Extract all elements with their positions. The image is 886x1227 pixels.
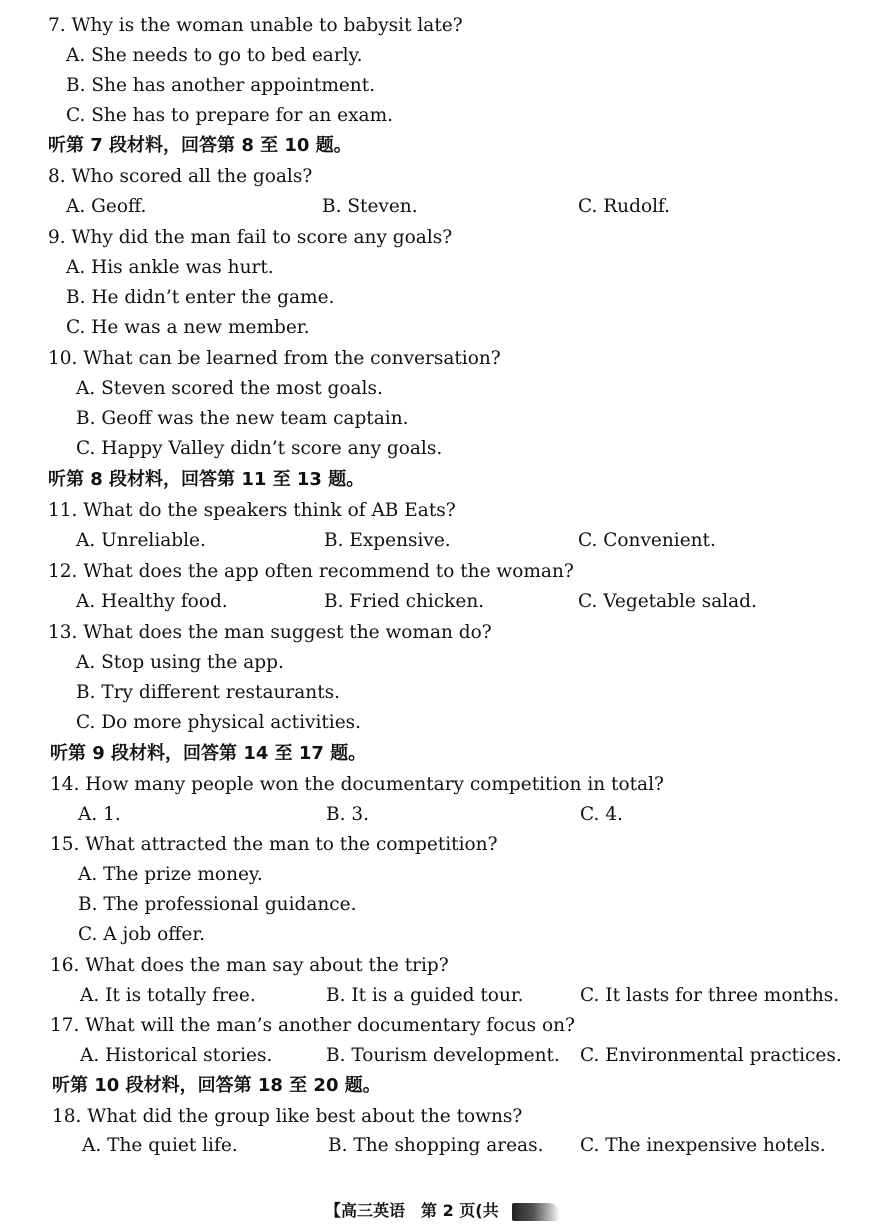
question-11: 11. What do the speakers think of AB Eats? (48, 500, 456, 521)
option-13a: A. Stop using the app. (76, 652, 284, 673)
options-row-18 (0, 1134, 886, 1158)
section-heading-7: 听第 7 段材料，回答第 8 至 10 题。 (48, 135, 352, 156)
option-16b: B. It is a guided tour. (326, 985, 524, 1006)
option-14b: B. 3. (326, 804, 370, 825)
question-14: 14. How many people won the documentary competition in total? (50, 774, 664, 795)
question-17: 17. What will the man’s another documentary focus on? (50, 1015, 575, 1036)
question-13: 13. What does the man suggest the woman do? (48, 622, 492, 643)
option-10a: A. Steven scored the most goals. (76, 378, 383, 399)
option-17a: A. Historical stories. (80, 1045, 273, 1066)
question-16: 16. What does the man say about the trip? (50, 955, 449, 976)
section-heading-8: 听第 8 段材料，回答第 11 至 13 题。 (48, 469, 365, 490)
options-row-14 (0, 803, 886, 827)
question-8: 8. Who scored all the goals? (48, 166, 313, 187)
options-row-8 (0, 195, 886, 219)
option-9c: C. He was a new member. (66, 317, 310, 338)
option-15c: C. A job offer. (78, 924, 206, 945)
option-16a: A. It is totally free. (80, 985, 256, 1006)
option-11b: B. Expensive. (324, 530, 451, 551)
question-18: 18. What did the group like best about the towns? (52, 1106, 523, 1127)
options-row-12 (0, 590, 886, 614)
option-10c: C. Happy Valley didn’t score any goals. (76, 438, 443, 459)
option-12a: A. Healthy food. (76, 591, 228, 612)
options-row-16 (0, 984, 886, 1008)
option-18c: C. The inexpensive hotels. (580, 1135, 826, 1156)
option-10b: B. Geoff was the new team captain. (76, 408, 409, 429)
option-18a: A. The quiet life. (82, 1135, 238, 1156)
question-9: 9. Why did the man fail to score any goals? (48, 227, 453, 248)
option-17c: C. Environmental practices. (580, 1045, 842, 1066)
option-9a: A. His ankle was hurt. (66, 257, 274, 278)
option-14a: A. 1. (78, 804, 121, 825)
option-8a: A. Geoff. (66, 196, 147, 217)
question-7: 7. Why is the woman unable to babysit late? (48, 15, 463, 36)
option-18b: B. The shopping areas. (328, 1135, 544, 1156)
option-14c: C. 4. (580, 804, 623, 825)
scan-smudge (512, 1203, 560, 1221)
option-7b: B. She has another appointment. (66, 75, 376, 96)
option-13b: B. Try different restaurants. (76, 682, 341, 703)
option-13c: C. Do more physical activities. (76, 712, 362, 733)
option-12c: C. Vegetable salad. (578, 591, 757, 612)
option-15b: B. The professional guidance. (78, 894, 357, 915)
option-7c: C. She has to prepare for an exam. (66, 105, 393, 126)
option-9b: B. He didn’t enter the game. (66, 287, 335, 308)
options-row-11 (0, 529, 886, 553)
question-10: 10. What can be learned from the conversation? (48, 348, 501, 369)
option-7a: A. She needs to go to bed early. (66, 45, 363, 66)
question-12: 12. What does the app often recommend to the woman? (48, 561, 574, 582)
option-8b: B. Steven. (322, 196, 418, 217)
section-heading-10: 听第 10 段材料，回答第 18 至 20 题。 (52, 1075, 381, 1096)
option-17b: B. Tourism development. (326, 1045, 560, 1066)
question-15: 15. What attracted the man to the competition? (50, 834, 498, 855)
section-heading-9: 听第 9 段材料，回答第 14 至 17 题。 (50, 743, 367, 764)
option-12b: B. Fried chicken. (324, 591, 485, 612)
option-15a: A. The prize money. (78, 864, 263, 885)
option-11a: A. Unreliable. (76, 530, 206, 551)
options-row-17 (0, 1044, 886, 1068)
option-11c: C. Convenient. (578, 530, 716, 551)
page-footer: 【高三英语 第 2 页(共 (325, 1201, 499, 1220)
option-8c: C. Rudolf. (578, 196, 671, 217)
option-16c: C. It lasts for three months. (580, 985, 840, 1006)
